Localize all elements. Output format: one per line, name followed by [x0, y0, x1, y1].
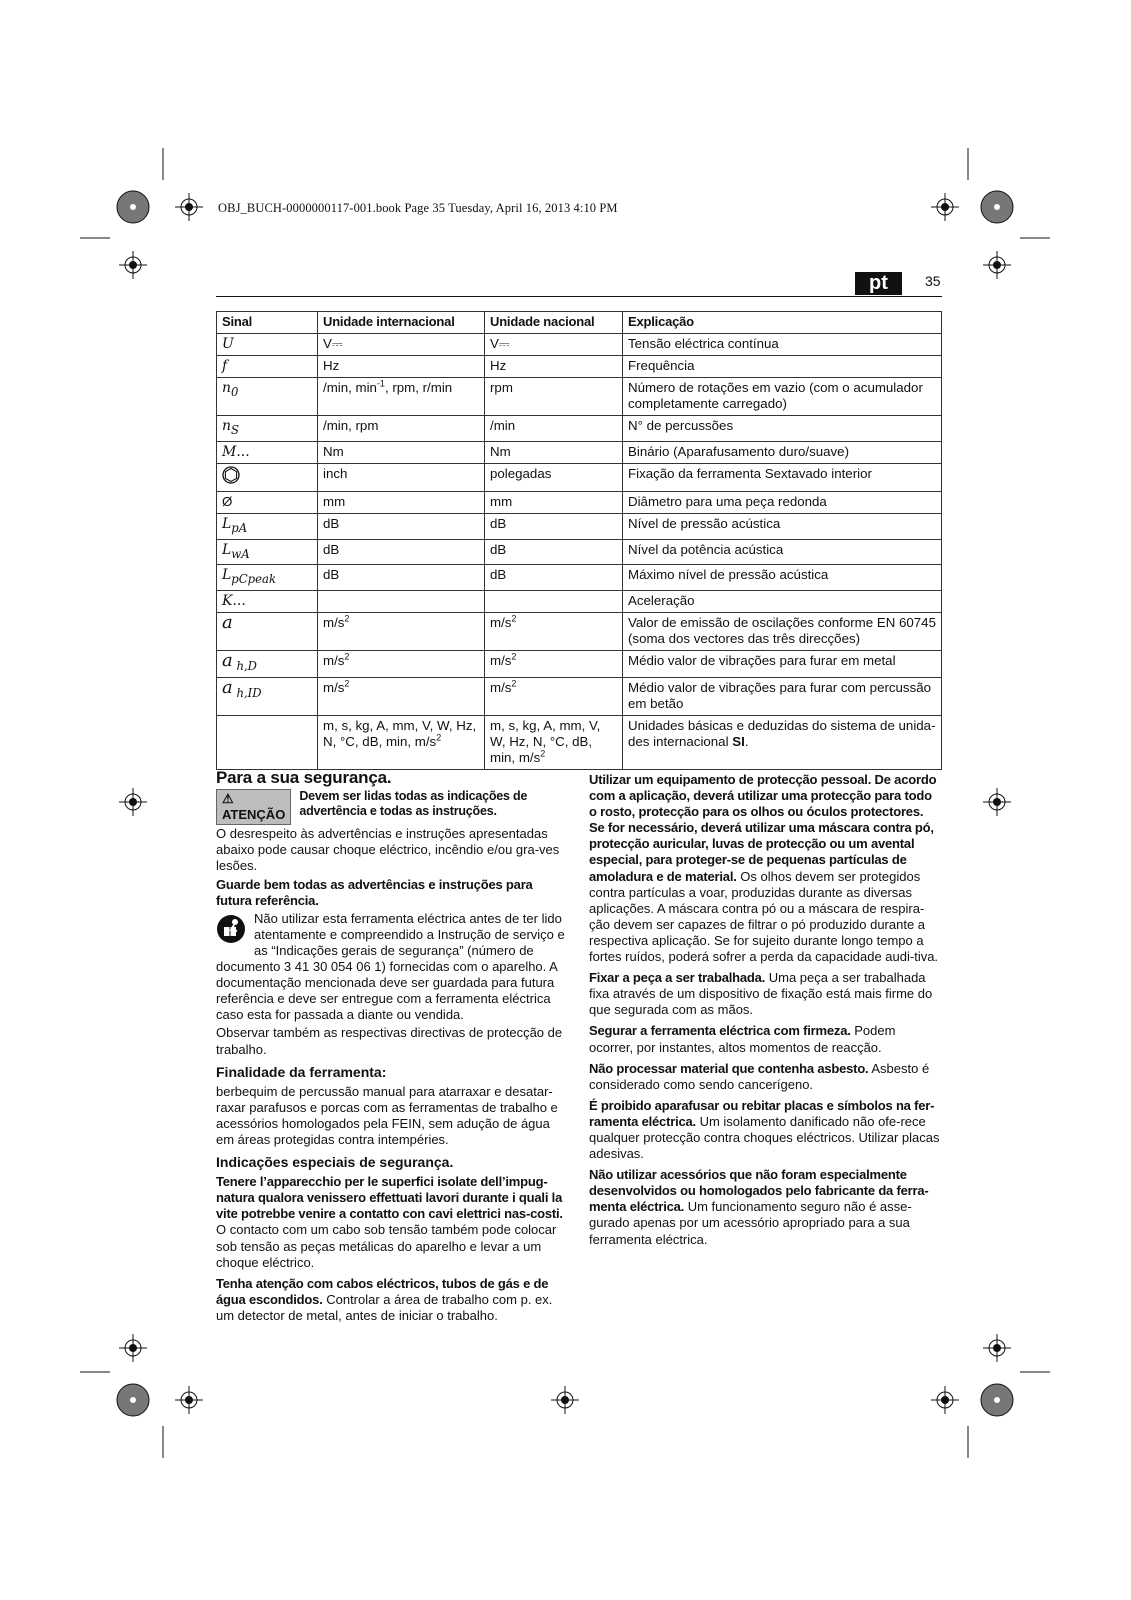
explanation-cell: N° de percussões: [623, 416, 942, 442]
paragraph: berbequim de percussão manual para atarraxar e desatar-raxar parafusos e porcas com as ferramentas de trabalho e acessórios homologados pela FEIN, sem adução de água em áreas protegidas contra intempéries.: [216, 1083, 558, 1147]
symbol-cell: $L_{pA}$: [217, 513, 318, 539]
intl-unit-cell: $m/s^2$: [318, 651, 485, 678]
body-text: Uma peça a ser trabalhada fixa através de um dispositivo de fixação está mais firme do que segurada com as mãos.: [589, 970, 933, 1018]
intl-unit-cell: $m/s^2$: [318, 613, 485, 651]
national-unit-cell: dB: [485, 539, 623, 565]
bold-lead: É proibido aparafusar ou rebitar placas e símbolos na fer-ramenta eléctrica.: [589, 1097, 935, 1129]
table-row: [217, 613, 942, 651]
explanation-cell: Médio valor de vibrações para furar com percussão em betão: [623, 677, 942, 715]
symbol-cell: a $_{h,ID}$: [217, 677, 318, 715]
paragraph: [589, 1167, 941, 1247]
national-unit-cell: $m/s^2$: [485, 613, 623, 651]
symbol-cell: a: [217, 613, 318, 651]
table-row: [217, 441, 942, 463]
explanation-cell: Unidades básicas e deduzidas do sistema de unida-des internacional SI.: [623, 715, 942, 769]
paragraph: Observar também as respectivas directivas de protecção de trabalho.: [216, 1025, 563, 1057]
table-row: [217, 715, 942, 769]
paragraph: [589, 970, 941, 1018]
intl-unit-cell: [318, 591, 485, 613]
national-unit-cell: [485, 591, 623, 613]
body-text: Os olhos devem ser protegidos contra partículas a voar, produzidas durante as diversas aplicações. A máscara contra pó ou a máscara de respira-ção devem ser capazes de filtrar o pó produzido durante a respectiva aplicação. Se for sujeito durante longo tempo a fortes ruídos, poderá sofrer a perda da capacidade audi-tiva.: [589, 868, 939, 965]
intl-unit-cell: Nm: [318, 441, 485, 463]
table-row: [217, 677, 942, 715]
warning-text: Devem ser lidas todas as indicações de advertência e todas as instruções.: [299, 789, 528, 819]
print-header: OBJ_BUCH-0000000117-001.book Page 35 Tuesday, April 16, 2013 4:10 PM: [218, 201, 618, 215]
intl-unit-cell: V⎓: [318, 334, 485, 356]
section-heading: Finalidade da ferramenta:: [216, 1063, 387, 1080]
warning-triangle-icon: ⚠: [222, 791, 234, 807]
column-header: Sinal: [217, 312, 318, 334]
symbol-cell: U: [217, 334, 318, 356]
body-text: O contacto com um cabo sob tensão também pode colocar sob tensão as peças metálicas do aparelho e levar a um choque eléctrico.: [216, 1222, 557, 1270]
page-number: 35: [925, 273, 941, 289]
explanation-cell: Nível de pressão acústica: [623, 513, 942, 539]
explanation-cell: Número de rotações em vazio (com o acumulador completamente carregado): [623, 378, 942, 416]
explanation-cell: Frequência: [623, 356, 942, 378]
table-row: [217, 513, 942, 539]
intl-unit-cell: dB: [318, 539, 485, 565]
national-unit-cell: polegadas: [485, 463, 623, 491]
table-row: [217, 334, 942, 356]
symbol-cell: [217, 715, 318, 769]
manual-note: [216, 911, 566, 1024]
paragraph: [589, 772, 941, 965]
body-text: Um funcionamento seguro não é asse-gurado apenas por um acessório apropriado para a sua ferramenta eléctrica.: [589, 1199, 912, 1247]
intl-unit-cell: m, s, kg, A, mm, V, W, Hz, N, °C, dB, min, $m/s^2$: [318, 715, 485, 769]
table-header-row: [217, 312, 942, 334]
body-text: Asbesto é considerado como sendo cancerígeno.: [589, 1060, 930, 1092]
section-heading: Indicações especiais de segurança.: [216, 1154, 454, 1171]
symbol-cell: K...: [217, 591, 318, 613]
bold-lead: Segurar a ferramenta eléctrica com firmeza.: [589, 1023, 851, 1039]
body-text: Podem ocorrer, por instantes, altos momentos de reacção.: [589, 1023, 896, 1055]
explanation-cell: Diâmetro para uma peça redonda: [623, 491, 942, 513]
right-column: [589, 772, 941, 1253]
paragraph: Não utilizar esta ferramenta eléctrica antes de ter lido atentamente e compreendido a Instrução de serviço e as “Indicações gerais de segurança” (número de documento 3 41 30 054 06 1) fornecidas com o aparelho. A documentação mencionada deve ser guardada para futura referência e deve ser entregue com a ferramenta eléctrica caso esta for passada a diante ou vendida.: [216, 910, 565, 1023]
national-unit-cell: rpm: [485, 378, 623, 416]
explanation-cell: Aceleração: [623, 591, 942, 613]
table-row: [217, 463, 942, 491]
body-text: Controlar a área de trabalho com p. ex. um detector de metal, antes de iniciar o trabalho.: [216, 1291, 553, 1323]
symbol-cell: $L_{pCpeak}$: [217, 565, 318, 591]
bold-lead: Não utilizar acessórios que não foram especialmente desenvolvidos ou homologados pelo fabricante da ferra-menta eléctrica.: [589, 1167, 929, 1215]
paragraph: Guarde bem todas as advertências e instruções para futura referência.: [216, 876, 533, 908]
intl-unit-cell: mm: [318, 491, 485, 513]
paragraph: [589, 1098, 941, 1162]
column-header: Unidade internacional: [318, 312, 485, 334]
symbol-cell: $L_{wA}$: [217, 539, 318, 565]
intl-unit-cell: dB: [318, 513, 485, 539]
table-row: [217, 539, 942, 565]
symbol-cell: $n_S$: [217, 416, 318, 442]
paragraph: O desrespeito às advertências e instruções apresentadas abaixo pode causar choque eléctrico, incêndio e/ou gra-ves lesões.: [216, 826, 560, 874]
explanation-cell: Binário (Aparafusamento duro/suave): [623, 441, 942, 463]
explanation-cell: Fixação da ferramenta Sextavado interior: [623, 463, 942, 491]
paragraph: [589, 1023, 941, 1055]
language-tab: pt: [855, 272, 902, 295]
table-row: [217, 491, 942, 513]
intl-unit-cell: /min, rpm: [318, 416, 485, 442]
symbols-table: [216, 311, 942, 770]
national-unit-cell: V⎓: [485, 334, 623, 356]
explanation-cell: Valor de emissão de oscilações conforme EN 60745 (soma dos vectores das três direcções): [623, 613, 942, 651]
paragraph: [589, 1061, 941, 1093]
explanation-cell: Nível da potência acústica: [623, 539, 942, 565]
symbol-cell: M...: [217, 441, 318, 463]
bold-lead: Tenha atenção com cabos eléctricos, tubos de gás e de água escondidos.: [216, 1275, 549, 1307]
bold-lead: Tenere l’apparecchio per le superfici isolate dell’impug-natura qualora venissero effettuati lavori durante i quali la vite potrebbe venire a contatto con cavi elettrici nas-costi.: [216, 1174, 563, 1222]
intl-unit-cell: Hz: [318, 356, 485, 378]
warning-block: [216, 789, 566, 825]
intl-unit-cell: dB: [318, 565, 485, 591]
read-manual-icon: [216, 914, 246, 944]
bold-lead: Utilizar um equipamento de protecção pessoal. De acordo com a aplicação, deverá utilizar uma protecção para todo o rosto, protecção para os olhos ou óculos protectores. Se for necessário, deverá utilizar uma máscara contra pó, protecção auricular, luvas de protecção ou um avental especial, para proteger-se de pequenas partículas de amoladura e de material.: [589, 772, 937, 884]
section-title: Para a sua segurança.: [216, 768, 392, 787]
table-row: [217, 591, 942, 613]
header-rule: [216, 296, 942, 297]
national-unit-cell: Hz: [485, 356, 623, 378]
symbol-cell: a $_{h,D}$: [217, 651, 318, 678]
column-header: Explicação: [623, 312, 942, 334]
symbol-cell: Ø: [217, 491, 318, 513]
national-unit-cell: dB: [485, 513, 623, 539]
hexagon-icon: [222, 466, 240, 484]
body-text: Um isolamento danificado não ofe-rece qualquer protecção contra choques eléctricos. Utilizar placas adesivas.: [589, 1113, 940, 1162]
warning-badge-label: ATENÇÃO: [222, 807, 286, 823]
national-unit-cell: $m/s^2$: [485, 677, 623, 715]
table-row: [217, 565, 942, 591]
intl-unit-cell: /min, $\min^{-1}$, rpm, r/min: [318, 378, 485, 416]
national-unit-cell: Nm: [485, 441, 623, 463]
bold-lead: Não processar material que contenha asbesto.: [589, 1060, 869, 1076]
national-unit-cell: $m/s^2$: [485, 651, 623, 678]
symbol-cell: [217, 463, 318, 491]
national-unit-cell: dB: [485, 565, 623, 591]
table-row: [217, 416, 942, 442]
table-row: [217, 356, 942, 378]
table-row: [217, 378, 942, 416]
warning-badge: [216, 789, 291, 825]
symbol-cell: $n_0$: [217, 378, 318, 416]
symbol-cell: f: [217, 356, 318, 378]
national-unit-cell: mm: [485, 491, 623, 513]
explanation-cell: Máximo nível de pressão acústica: [623, 565, 942, 591]
paragraph: [216, 1276, 566, 1324]
left-column: [216, 770, 566, 1329]
bold-lead: Fixar a peça a ser trabalhada.: [589, 970, 766, 986]
explanation-cell: Tensão eléctrica contínua: [623, 334, 942, 356]
national-unit-cell: m, s, kg, A, mm, V, W, Hz, N, °C, dB, min, $m/s^2$: [485, 715, 623, 769]
paragraph: [216, 1174, 566, 1271]
table-row: [217, 651, 942, 678]
national-unit-cell: /min: [485, 416, 623, 442]
intl-unit-cell: $m/s^2$: [318, 677, 485, 715]
intl-unit-cell: inch: [318, 463, 485, 491]
explanation-cell: Médio valor de vibrações para furar em metal: [623, 651, 942, 678]
column-header: Unidade nacional: [485, 312, 623, 334]
